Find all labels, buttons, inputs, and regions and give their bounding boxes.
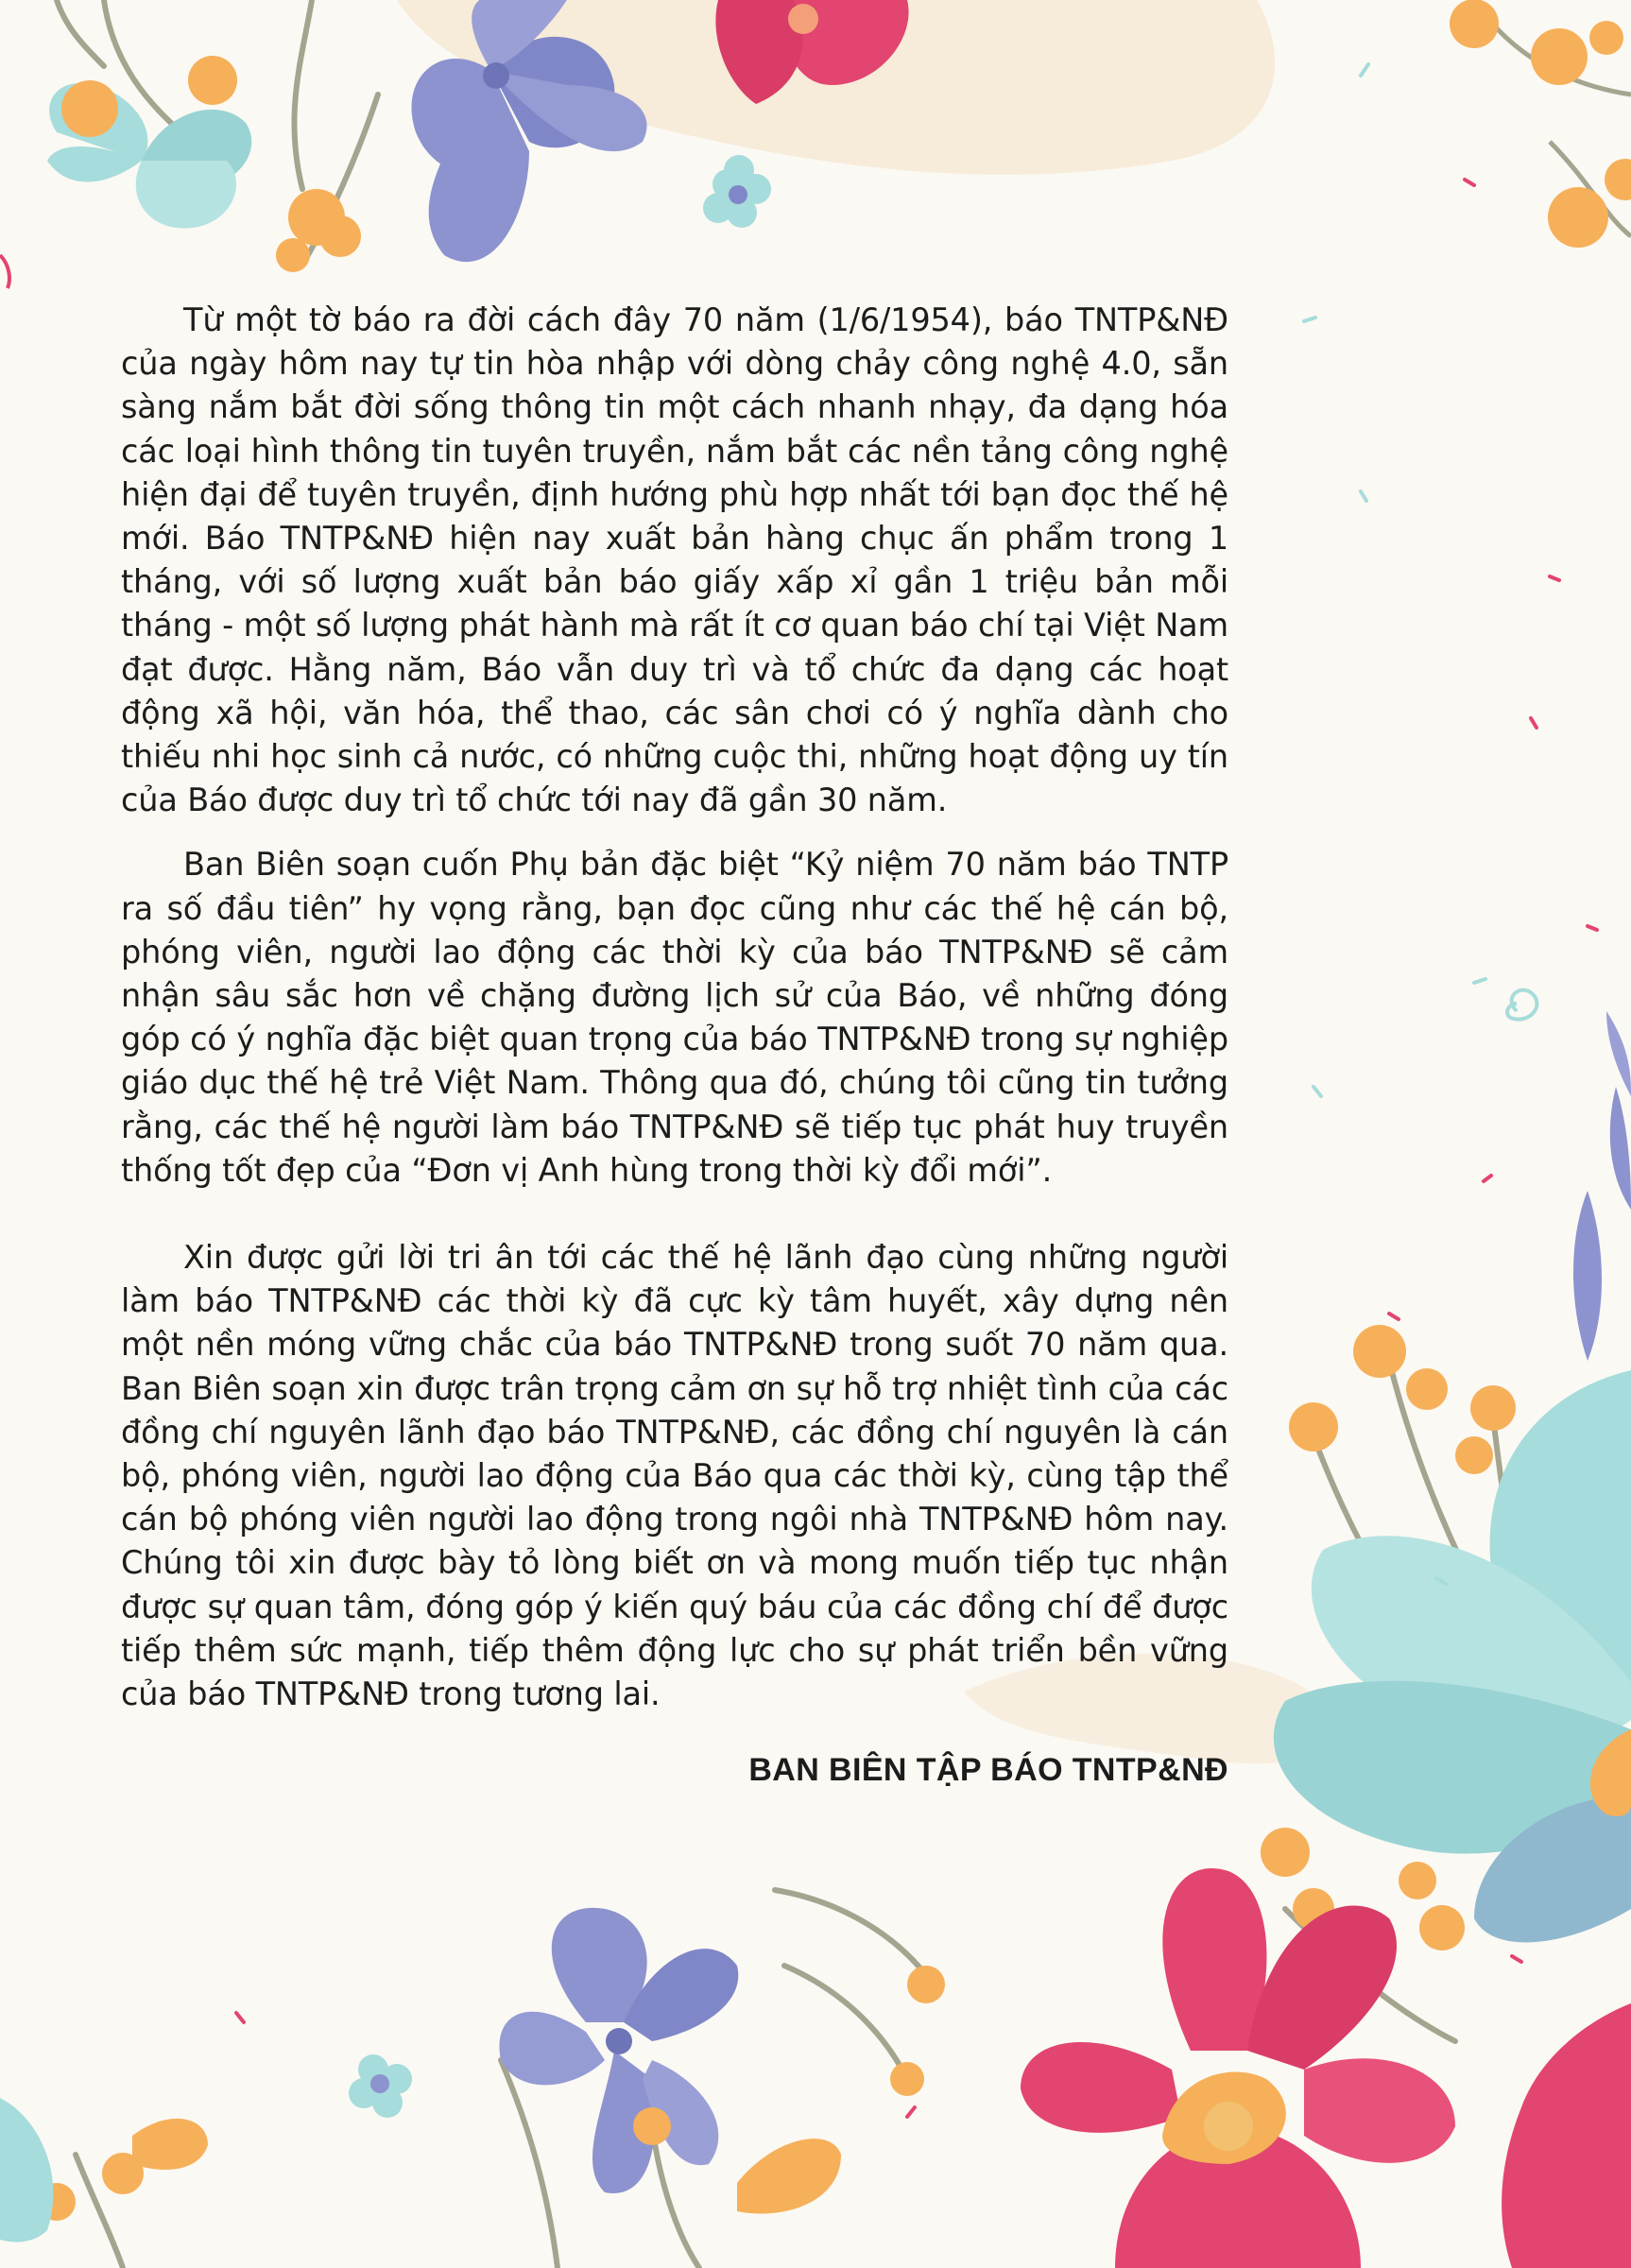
swirl-confetti: [1507, 990, 1537, 1020]
periwinkle-leaves-right: [1573, 1011, 1631, 1361]
pink-flower-bottom: [1021, 1868, 1455, 2268]
letter-content: [121, 299, 1228, 1793]
orange-leaves-bottom: [38, 1966, 945, 2221]
paragraph-3: Xin được gửi lời tri ân tới các thế hệ lãnh đạo cùng những người làm báo TNTP&NĐ các thời kỳ đã cực kỳ tâm huyết, xây dựng nên một nền móng vững chắc của báo TNTP&NĐ trong suốt 70 năm qua. Ban Biên soạn xin được trân trọng cảm ơn sự hỗ trợ nhiệt tình của các đồng chí nguyên lãnh đạo báo TNTP&NĐ, các đồng chí nguyên là cán bộ, phóng viên, người lao động của Báo qua các thời kỳ, cùng tập thể cán bộ phóng viên người lao động trong ngôi nhà TNTP&NĐ hôm nay. Chúng tôi xin được bày tỏ lòng biết ơn và mong muốn tiếp tục nhận được sự quan tâm, đóng góp ý kiến quý báu của các đồng chí để được tiếp thêm sức mạnh, tiếp thêm động lực cho sự phát triển bền vững của báo TNTP&NĐ trong tương lai.: [121, 1239, 1228, 1713]
paragraph-1: Từ một tờ báo ra đời cách đây 70 năm (1/6/1954), báo TNTP&NĐ của ngày hôm nay tự tin hòa nhập với dòng chảy công nghệ 4.0, sẵn sàng nắm bắt đời sống thông tin một cách nhanh nhạy, đa dạng hóa các loại hình thông tin tuyên truyền, nắm bắt các nền tảng công nghệ hiện đại để tuyên truyền, định hướng phù hợp nhất tới bạn đọc thế hệ mới. Báo TNTP&NĐ hiện nay xuất bản hàng chục ấn phẩm trong 1 tháng, với số lượng xuất bản báo giấy xấp xỉ gần 1 triệu bản mỗi tháng - một số lượng phát hành mà rất ít cơ quan báo chí tại Việt Nam đạt được. Hằng năm, Báo vẫn duy trì và tổ chức đa dạng các hoạt động xã hội, văn hóa, thể thao, các sân chơi có ý nghĩa dành cho thiếu nhi học sinh cả nước, có những cuộc thi, những hoạt động uy tín của Báo được duy trì tổ chức tới nay đã gần 30 năm.: [121, 301, 1228, 819]
paragraph-2: Ban Biên soạn cuốn Phụ bản đặc biệt “Kỷ niệm 70 năm báo TNTP ra số đầu tiên” hy vọng rằng, bạn đọc cũng như các thế hệ cán bộ, phóng viên, người lao động các thời kỳ của báo TNTP&NĐ sẽ cảm nhận sâu sắc hơn về chặng đường lịch sử của Báo, về những đóng góp có ý nghĩa đặc biệt quan trọng của báo TNTP&NĐ trong sự nghiệp giáo dục thế hệ trẻ Việt Nam. Thông qua đó, chúng tôi cũng tin tưởng rằng, các thế hệ người làm báo TNTP&NĐ sẽ tiếp tục phát huy truyền thống tốt đẹp của “Đơn vị Anh hùng trong thời kỳ đổi mới”.: [121, 846, 1228, 1189]
signature: BAN BIÊN TẬP BÁO TNTP&NĐ: [748, 1752, 1228, 1789]
orange-buds-top-right: [1450, 0, 1631, 248]
edge-confetti: [0, 255, 9, 288]
pink-flower-bottom-right-edge: [1502, 2003, 1631, 2268]
aqua-leaf-bottom-left: [0, 2098, 53, 2242]
small-blue-flower-top: [703, 155, 771, 228]
aqua-flower-bottom-right: [1274, 1370, 1631, 1942]
stems-bottom-left: [76, 1890, 926, 2268]
small-blue-flower-bottom: [349, 2054, 412, 2118]
